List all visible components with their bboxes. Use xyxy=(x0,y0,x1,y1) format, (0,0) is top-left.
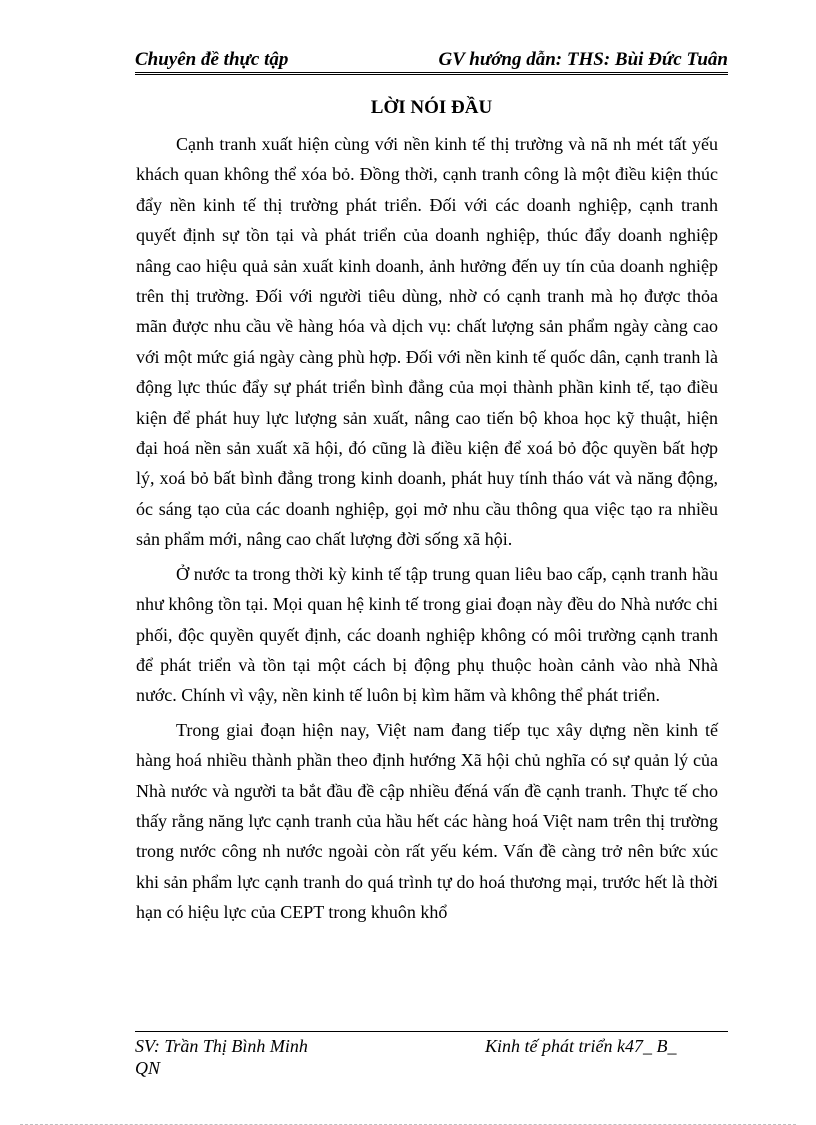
page-title: LỜI NÓI ĐẦU xyxy=(370,97,493,118)
document-body xyxy=(136,129,718,928)
paragraph-1: Cạnh tranh xuất hiện cùng với nền kinh tế thị trường và nã nh mét tất yếu khách quan không thể xóa bỏ. Đồng thời, cạnh tranh công là một điều kiện thúc đẩy nền kinh tế thị trường phát triển. Đối với các doanh nghiệp, cạnh tranh quyết định sự tồn tại và phát triển của doanh nghiệp, thúc đẩy doanh nghiệp nâng cao hiệu quả sản xuất kinh doanh, ảnh hưởng đến uy tín của doanh nghiệp trên thị trường. Đối với người tiêu dùng, nhờ có cạnh tranh mà họ được thỏa mãn được nhu cầu về hàng hóa và dịch vụ: chất lượng sản phẩm ngày càng cao với một mức giá ngày càng phù hợp. Đối với nền kinh tế quốc dân, cạnh tranh là động lực thúc đẩy sự phát triển bình đẳng của mọi thành phần kinh tế, tạo điều kiện để phát huy lực lượng sản xuất, nâng cao tiến bộ khoa học kỹ thuật, hiện đại hoá nền sản xuất xã hội, đó cũng là điều kiện để xoá bỏ độc quyền bất hợp lý, xoá bỏ bất bình đẳng trong kinh doanh, phát huy tính tháo vát và năng động, óc sáng tạo của các doanh nghiệp, gọi mở nhu cầu thông qua việc tạo ra nhiều sản phẩm mới, nâng cao chất lượng đời sống xã hội. xyxy=(136,134,718,550)
paragraph-2: Ở nước ta trong thời kỳ kinh tế tập trung quan liêu bao cấp, cạnh tranh hầu như không tồn tại. Mọi quan hệ kinh tế trong giai đoạn này đều do Nhà nước chi phối, độc quyền quyết định, các doanh nghiệp không có môi trường cạnh tranh để phát triển và tồn tại một cách bị động phụ thuộc hoàn cảnh vào nhà Nhà nước. Chính vì vậy, nền kinh tế luôn bị kìm hãm và không thể phát triển. xyxy=(136,563,718,706)
footer-student-name: SV: Trần Thị Bình Minh xyxy=(135,1036,308,1056)
paragraph-3: Trong giai đoạn hiện nay, Việt nam đang tiếp tục xây dựng nền kinh tế hàng hoá nhiều thành phần theo định hướng Xã hội chủ nghĩa có sự quản lý của Nhà nước và người ta bắt đầu đề cập nhiều đếná vấn đề cạnh tranh. Thực tế cho thấy rằng năng lực cạnh tranh của hầu hết các hàng hoá Việt nam trên thị trường trong nước công nh nước ngoài còn rất yếu kém. Vấn đề càng trở nên bức xúc khi sản phẩm lực cạnh tranh do quá trình tự do hoá thương mại, trước hết là thời hạn có hiệu lực của CEPT trong khuôn khổ xyxy=(136,719,718,923)
header-supervisor: GV hướng dẫn: THS: Bùi Đức Tuân xyxy=(438,49,728,70)
page-header xyxy=(135,46,728,75)
page-footer xyxy=(135,1031,728,1078)
footer-class: Kinh tế phát triển k47_ B_ xyxy=(485,1036,677,1056)
header-course-title: Chuyên đề thực tập xyxy=(135,49,289,70)
footer-class-continuation: QN xyxy=(135,1058,161,1078)
